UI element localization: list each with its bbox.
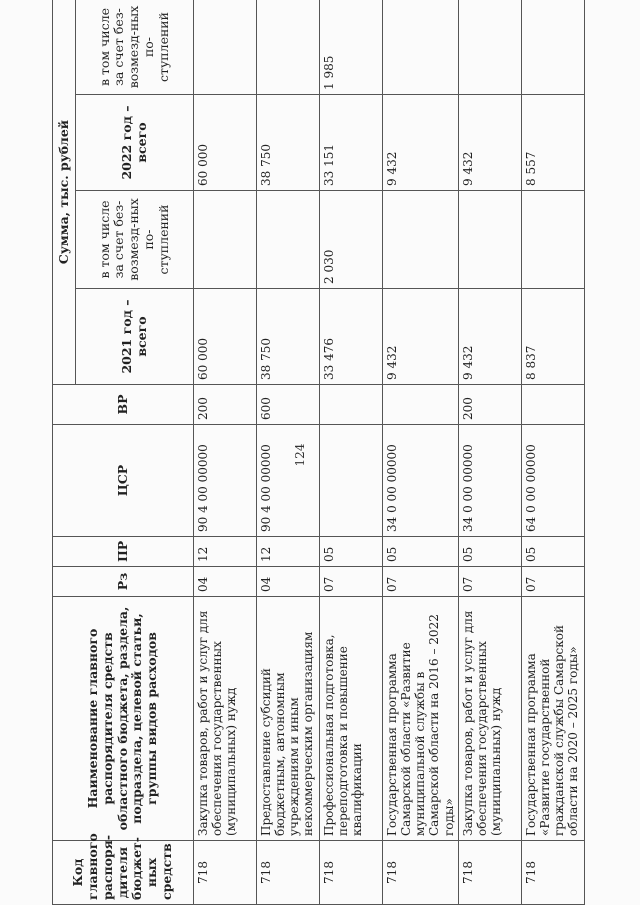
table-row: [458, 0, 521, 905]
cell-pr: 05: [383, 537, 459, 567]
cell-csr: 90 4 00 00000: [257, 425, 320, 537]
cell-2021-total: 8 837: [521, 289, 584, 385]
cell-pr: 05: [521, 537, 584, 567]
cell-name: Предоставление субсидий бюджетным, автономным учреждениям и иным некоммерческим организациям: [257, 597, 320, 841]
cell-2021-gratis: [194, 191, 257, 289]
table-row: [383, 0, 459, 905]
header-pr: ПР: [53, 537, 194, 567]
cell-code: 718: [458, 841, 521, 905]
cell-vr: 200: [194, 385, 257, 425]
cell-rz: 07: [521, 567, 584, 597]
cell-name: Государственная программа Самарской области «Развитие муниципальной службы в Самарской области на 2016 – 2022 годы»: [383, 597, 459, 841]
cell-name: Государственная программа «Развитие государственной гражданской службы Самарской области на 2020 – 2025 годы»: [521, 597, 584, 841]
table-row: [521, 0, 584, 905]
header-2022-gratis: в том числе за счет без-возмезд-ных по-ступлений: [76, 0, 194, 95]
cell-code: 718: [383, 841, 459, 905]
cell-2021-total: 9 432: [383, 289, 459, 385]
budget-table: [52, 0, 585, 905]
page-number: 124: [293, 443, 307, 467]
cell-2022-total: 38 750: [257, 95, 320, 191]
cell-2021-gratis: [521, 191, 584, 289]
header-csr: ЦСР: [53, 425, 194, 537]
rotated-table-container: [52, 0, 627, 905]
cell-name: Закупка товаров, работ и услуг для обеспечения государственных (муниципальных) нужд: [458, 597, 521, 841]
cell-csr: 90 4 00 00000: [194, 425, 257, 537]
cell-2022-gratis: [383, 0, 459, 95]
header-vr: ВР: [53, 385, 194, 425]
cell-2021-total: 60 000: [194, 289, 257, 385]
header-rz: Рз: [53, 567, 194, 597]
cell-vr: [521, 385, 584, 425]
cell-2021-gratis: [383, 191, 459, 289]
cell-rz: 07: [383, 567, 459, 597]
cell-pr: 12: [257, 537, 320, 567]
cell-2022-total: 8 557: [521, 95, 584, 191]
cell-vr: 600: [257, 385, 320, 425]
cell-vr: 200: [458, 385, 521, 425]
cell-name: Закупка товаров, работ и услуг для обеспечения государственных (муниципальных) нужд: [194, 597, 257, 841]
cell-pr: 05: [320, 537, 383, 567]
cell-pr: 05: [458, 537, 521, 567]
cell-2021-gratis: [458, 191, 521, 289]
table-row: [320, 0, 383, 905]
cell-csr: [320, 425, 383, 537]
cell-2022-total: 60 000: [194, 95, 257, 191]
cell-name: Профессиональная подготовка, переподготовка и повышение квалификации: [320, 597, 383, 841]
cell-2021-total: 9 432: [458, 289, 521, 385]
cell-rz: 07: [320, 567, 383, 597]
cell-2021-total: 38 750: [257, 289, 320, 385]
header-2021-gratis: в том числе за счет без-возмезд-ных по-ступлений: [76, 191, 194, 289]
cell-2021-gratis: [257, 191, 320, 289]
cell-rz: 04: [194, 567, 257, 597]
cell-2022-gratis: [521, 0, 584, 95]
cell-code: 718: [320, 841, 383, 905]
cell-2022-total: 9 432: [383, 95, 459, 191]
cell-pr: 12: [194, 537, 257, 567]
cell-2022-gratis: [194, 0, 257, 95]
cell-2022-total: 9 432: [458, 95, 521, 191]
cell-vr: [320, 385, 383, 425]
cell-2022-gratis: [257, 0, 320, 95]
cell-csr: 34 0 00 00000: [458, 425, 521, 537]
header-2022-total: 2022 год – всего: [76, 95, 194, 191]
cell-2021-gratis: 2 030: [320, 191, 383, 289]
cell-2022-gratis: [458, 0, 521, 95]
cell-vr: [383, 385, 459, 425]
header-code: Код главного распоря-дителя бюджет-ных средств: [53, 841, 194, 905]
cell-2021-total: 33 476: [320, 289, 383, 385]
cell-2022-gratis: 1 985: [320, 0, 383, 95]
header-name: Наименование главного распорядителя средств областного бюджета, раздела, подраздела, целевой статьи, группы видов расходов: [53, 597, 194, 841]
header-2021-total: 2021 год – всего: [76, 289, 194, 385]
cell-csr: 64 0 00 00000: [521, 425, 584, 537]
cell-rz: 04: [257, 567, 320, 597]
header-sum: Сумма, тыс. рублей: [53, 0, 76, 385]
cell-code: 718: [257, 841, 320, 905]
cell-2022-total: 33 151: [320, 95, 383, 191]
cell-csr: 34 0 00 00000: [383, 425, 459, 537]
table-row: [194, 0, 257, 905]
cell-code: 718: [521, 841, 584, 905]
table-row: [257, 0, 320, 905]
cell-code: 718: [194, 841, 257, 905]
cell-rz: 07: [458, 567, 521, 597]
